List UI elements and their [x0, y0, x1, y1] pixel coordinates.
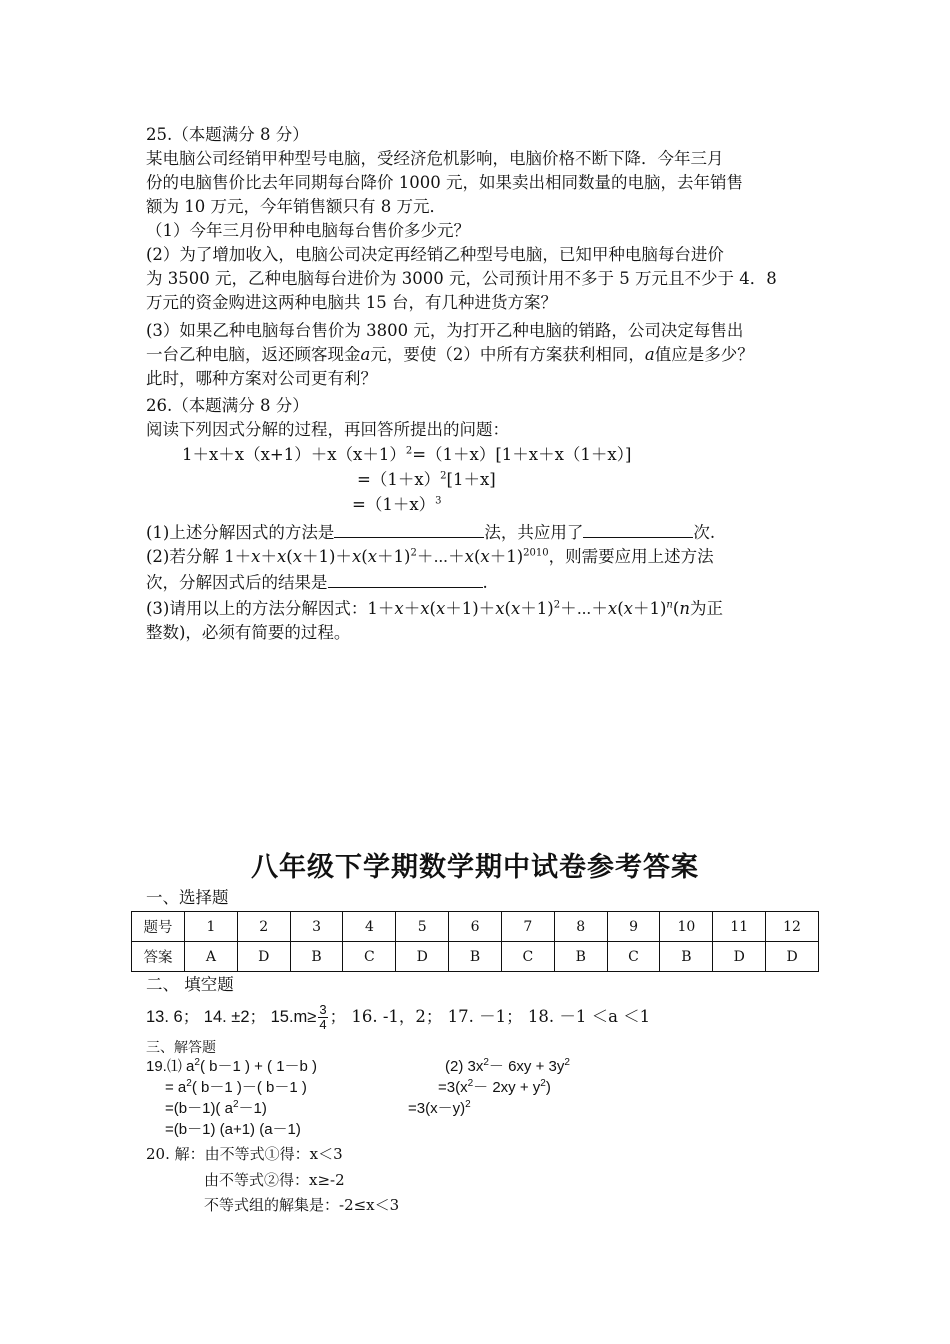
answer-cell: B — [449, 942, 502, 972]
exponent: 2 — [194, 1057, 200, 1068]
q26-part3: (3)请用以上的方法分解因式：$1+x+x(x+1)+x(x+1)^2+\cdots+x(x+1)^n(n$为正 — [146, 599, 723, 618]
section-heading: 二、 填空题 — [146, 975, 234, 994]
eq-segment: =（1＋x） — [352, 495, 436, 514]
answer-cell: B — [554, 942, 607, 972]
question-number: 6 — [449, 912, 502, 942]
q26-part1 — [146, 519, 715, 545]
text-segment: (1)上述分解因式的方法是 — [146, 523, 335, 542]
answer-cell: D — [237, 942, 290, 972]
text-segment: (2)若分解 1＋ — [146, 547, 252, 566]
q25-sub3-line — [146, 343, 754, 367]
question-number: 12 — [766, 912, 819, 942]
question-number: 9 — [607, 912, 660, 942]
answer-cell: C — [343, 942, 396, 972]
q26-equation-line — [182, 443, 631, 467]
text-segment: 为正 — [689, 599, 723, 618]
eq-segment: =（1＋x） — [357, 470, 441, 489]
q26-header: 26.（本题满分 8 分） — [146, 396, 309, 415]
text-segment: 值应是多少？ — [654, 345, 754, 364]
exponent: 2010 — [523, 547, 549, 559]
exponent: 2 — [564, 1057, 570, 1068]
text-segment: 元，要使（2）中所有方案获利相同， — [370, 345, 645, 364]
text-segment: － 6xy + 3y — [488, 1058, 565, 1075]
question-number: 2 — [237, 912, 290, 942]
answer-cell: C — [607, 942, 660, 972]
text-segment: . — [482, 573, 488, 592]
text-segment: － 2xy + y — [473, 1079, 541, 1096]
q26-equation-line — [352, 493, 442, 517]
numerator: 3 — [319, 1002, 327, 1018]
text-segment: 一台乙种电脑，返还顾客现金 — [146, 345, 361, 364]
q19-part2-line — [445, 1057, 570, 1077]
table-row — [132, 942, 819, 972]
answer-cell: B — [660, 942, 713, 972]
q19-part2-line — [438, 1078, 551, 1098]
q25-text-line: 某电脑公司经销甲种型号电脑，受经济危机影响，电脑价格不断下降．今年三月 — [146, 149, 724, 168]
q19-part2-line — [408, 1099, 471, 1119]
q25-sub1: （1）今年三月份甲种电脑每台售价多少元？ — [146, 221, 470, 240]
row-label: 答案 — [132, 942, 185, 972]
answer-table — [131, 911, 819, 972]
question-number: 3 — [290, 912, 343, 942]
answer-blank[interactable] — [328, 569, 483, 588]
q25-text-line: 额为 10 万元，今年销售额只有 8 万元． — [146, 197, 446, 216]
q20-line: 不等式组的解集是：-2≤x＜3 — [204, 1196, 400, 1214]
q25-text-line: 份的电脑售价比去年同期每台降价 1000 元，如果卖出相同数量的电脑，去年销售 — [146, 173, 743, 192]
q20-line: 由不等式②得：x≥-2 — [204, 1171, 345, 1189]
answer-cell: C — [501, 942, 554, 972]
answer-cell: D — [766, 942, 819, 972]
variable-a: a — [644, 345, 655, 364]
exponent: 2 — [440, 470, 447, 482]
eq-segment: 1＋x＋x（x+1）＋x（x＋1） — [182, 445, 406, 464]
answer-blank[interactable] — [583, 519, 693, 538]
q19-line — [146, 1057, 317, 1077]
q26-part2-line2 — [146, 569, 488, 595]
text-segment: (2) 3x — [445, 1058, 484, 1075]
section-heading: 一、选择题 — [146, 888, 229, 907]
q19-line — [165, 1099, 267, 1119]
answer-cell: D — [396, 942, 449, 972]
q25-sub2-line: 万元的资金购进这两种电脑共 15 台，有几种进货方案？ — [146, 293, 557, 312]
q25-sub3-line: 此时，哪种方案对公司更有利？ — [146, 369, 377, 388]
exponent: 2 — [405, 445, 413, 457]
exponent: n — [666, 599, 673, 611]
text-segment: 次，分解因式后的结果是 — [146, 573, 328, 592]
q25-sub2-line: 为 3500 元，乙种电脑每台进价为 3000 元，公司预计用不多于 5 万元且不少于 4．8 — [146, 269, 777, 288]
answer-cell: D — [713, 942, 766, 972]
section-heading: 三、解答题 — [146, 1040, 216, 1056]
exponent: 2 — [186, 1078, 192, 1089]
variable-a: a — [360, 345, 371, 364]
text-segment: ( b－1 )－( b－1 ) — [191, 1079, 307, 1096]
fraction — [318, 1003, 327, 1032]
q25-header: 25.（本题满分 8 分） — [146, 125, 309, 144]
text-segment: (3)请用以上的方法分解因式：1＋ — [146, 599, 395, 618]
denominator: 4 — [319, 1017, 327, 1033]
question-number: 7 — [501, 912, 554, 942]
exponent: 2 — [467, 1078, 474, 1089]
text-segment: =(b－1)( a — [165, 1100, 233, 1117]
text-segment: 19.⑴ a — [146, 1058, 195, 1075]
text-segment: 13. 6； 14. ±2； 15.m≥ — [146, 1008, 317, 1026]
q19-line: =(b－1) (a+1) (a－1) — [165, 1121, 301, 1138]
text-segment: －1) — [238, 1100, 267, 1117]
question-number: 1 — [185, 912, 238, 942]
text-segment: =3(x — [438, 1079, 468, 1096]
q26-intro: 阅读下列因式分解的过程，再回答所提出的问题： — [146, 420, 509, 439]
q19-line — [165, 1078, 307, 1098]
table-row — [132, 912, 819, 942]
text-segment: =3(x－y) — [408, 1100, 466, 1117]
q25-sub2-line: (2）为了增加收入，电脑公司决定再经销乙种型号电脑，已知甲种电脑每台进价 — [146, 245, 724, 264]
exponent: 2 — [465, 1099, 471, 1110]
q20-line: 20. 解：由不等式①得：x＜3 — [146, 1145, 343, 1163]
answer-key-title: 八年级下学期数学期中试卷参考答案 — [251, 852, 699, 883]
exponent: 2 — [483, 1057, 489, 1068]
exponent: 2 — [232, 1099, 239, 1110]
answer-blank[interactable] — [334, 519, 484, 538]
text-segment: 法，共应用了 — [484, 523, 584, 542]
q26-part2: (2)若分解 $1+x+x(x+1)+x(x+1)^2+\cdots+x(x+1)^{2010}$，则需要应用上述方法 — [146, 547, 714, 566]
eq-segment: =（1＋x）[1＋x＋x（1＋x）] — [412, 445, 632, 464]
q26-equation-line — [357, 468, 496, 492]
row-label: 题号 — [132, 912, 185, 942]
exponent: 3 — [435, 495, 442, 507]
text-segment: ，则需要应用上述方法 — [548, 547, 714, 566]
question-number: 11 — [713, 912, 766, 942]
q25-sub3-line: (3）如果乙种电脑每台售价为 3800 元，为打开乙种电脑的销路，公司决定每售出 — [146, 321, 744, 340]
fill-in-answers — [146, 1002, 650, 1032]
text-segment: ( b－1 ) + ( 1－b ) — [199, 1058, 318, 1075]
question-number: 10 — [660, 912, 713, 942]
text-segment: 次. — [693, 523, 716, 542]
answer-cell: B — [290, 942, 343, 972]
answer-cell: A — [185, 942, 238, 972]
q26-part3-line2: 整数)，必须有简要的过程。 — [146, 623, 351, 642]
question-number: 8 — [554, 912, 607, 942]
question-number: 4 — [343, 912, 396, 942]
text-segment: = a — [165, 1079, 187, 1096]
exponent: 2 — [540, 1078, 546, 1089]
text-segment: ； 16. -1，2； 17. －1； 18. －1 ＜a ＜1 — [329, 1007, 651, 1026]
text-segment: ) — [545, 1079, 551, 1096]
question-number: 5 — [396, 912, 449, 942]
eq-segment: [1＋x] — [446, 470, 496, 489]
